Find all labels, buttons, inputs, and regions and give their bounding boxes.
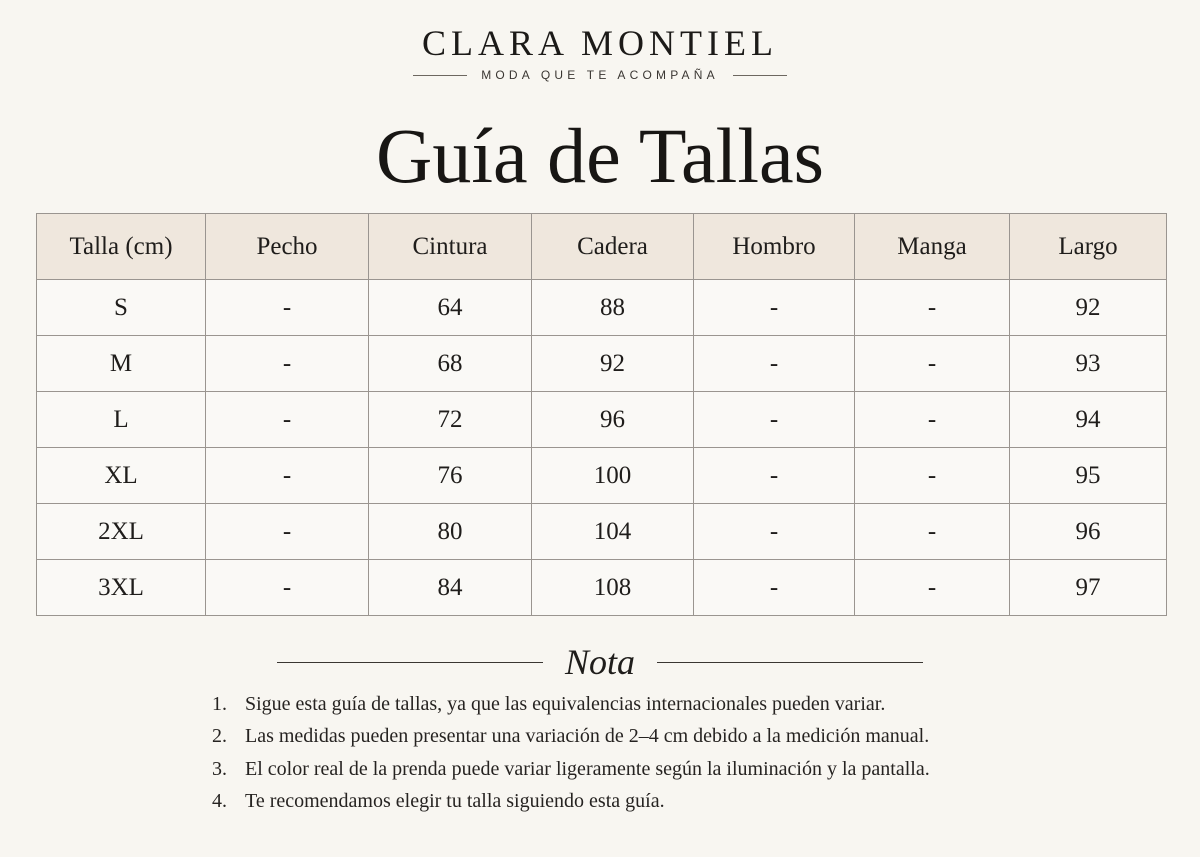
table-cell: M (37, 336, 206, 392)
list-item (212, 753, 930, 786)
column-header: Cadera (532, 214, 694, 280)
note-text: El color real de la prenda puede variar ligeramente según la iluminación y la pantalla. (245, 757, 930, 780)
table-cell: 96 (1010, 504, 1167, 560)
table-cell: 95 (1010, 448, 1167, 504)
table-cell: - (206, 280, 369, 336)
column-header: Talla (cm) (37, 214, 206, 280)
table-cell: - (206, 448, 369, 504)
page-title: Guía de Tallas (376, 112, 824, 199)
table-cell: L (37, 392, 206, 448)
table-row (37, 392, 1167, 448)
table-cell: 100 (532, 448, 694, 504)
notes-list (212, 688, 930, 818)
table-cell: - (855, 280, 1010, 336)
column-header: Largo (1010, 214, 1167, 280)
table-cell: - (855, 560, 1010, 616)
table-row (37, 504, 1167, 560)
table-cell: 76 (369, 448, 532, 504)
note-number: 1. (212, 692, 227, 715)
note-text: Sigue esta guía de tallas, ya que las equivalencias internacionales pueden variar. (245, 692, 886, 715)
column-header: Pecho (206, 214, 369, 280)
note-number: 3. (212, 757, 227, 780)
table-cell: 96 (532, 392, 694, 448)
table-cell: 108 (532, 560, 694, 616)
table-cell: - (855, 448, 1010, 504)
table-cell: 80 (369, 504, 532, 560)
table-row (37, 336, 1167, 392)
table-cell: - (694, 280, 855, 336)
table-cell: - (206, 336, 369, 392)
table-cell: - (855, 392, 1010, 448)
table-cell: 93 (1010, 336, 1167, 392)
table-cell: 88 (532, 280, 694, 336)
list-item (212, 721, 930, 754)
brand-tagline: MODA QUE TE ACOMPAÑA (481, 68, 719, 82)
table-cell: 64 (369, 280, 532, 336)
table-cell: 3XL (37, 560, 206, 616)
table-cell: 92 (1010, 280, 1167, 336)
table-cell: 104 (532, 504, 694, 560)
note-number: 2. (212, 725, 227, 748)
note-text: Te recomendamos elegir tu talla siguiendo esta guía. (245, 790, 665, 813)
table-cell: - (855, 336, 1010, 392)
table-row (37, 280, 1167, 336)
note-number: 4. (212, 790, 227, 813)
notes-heading: Nota (564, 642, 635, 682)
tagline-divider-right (733, 75, 787, 76)
tagline-divider-left (413, 75, 467, 76)
table-row (37, 560, 1167, 616)
table-cell: - (206, 392, 369, 448)
brand-name: CLARA MONTIEL (422, 23, 778, 63)
column-header: Cintura (369, 214, 532, 280)
table-cell: - (694, 336, 855, 392)
notes-divider-left (277, 662, 543, 663)
table-cell: 94 (1010, 392, 1167, 448)
table-cell: XL (37, 448, 206, 504)
table-header-row (37, 214, 1167, 280)
column-header: Hombro (694, 214, 855, 280)
table-row (37, 448, 1167, 504)
brand-tagline-row (0, 68, 1200, 82)
table-cell: - (855, 504, 1010, 560)
table-cell: - (694, 448, 855, 504)
table-cell: S (37, 280, 206, 336)
table-cell: 84 (369, 560, 532, 616)
size-table (36, 213, 1167, 616)
table-cell: - (206, 504, 369, 560)
list-item (212, 786, 930, 819)
table-cell: 2XL (37, 504, 206, 560)
table-cell: 68 (369, 336, 532, 392)
notes-divider-right (657, 662, 923, 663)
notes-heading-row (0, 640, 1200, 684)
note-text: Las medidas pueden presentar una variación de 2–4 cm debido a la medición manual. (245, 725, 930, 748)
table-cell: - (694, 560, 855, 616)
table-cell: - (206, 560, 369, 616)
table-cell: - (694, 392, 855, 448)
table-cell: 72 (369, 392, 532, 448)
table-cell: 97 (1010, 560, 1167, 616)
table-cell: 92 (532, 336, 694, 392)
column-header: Manga (855, 214, 1010, 280)
list-item (212, 688, 930, 721)
table-cell: - (694, 504, 855, 560)
